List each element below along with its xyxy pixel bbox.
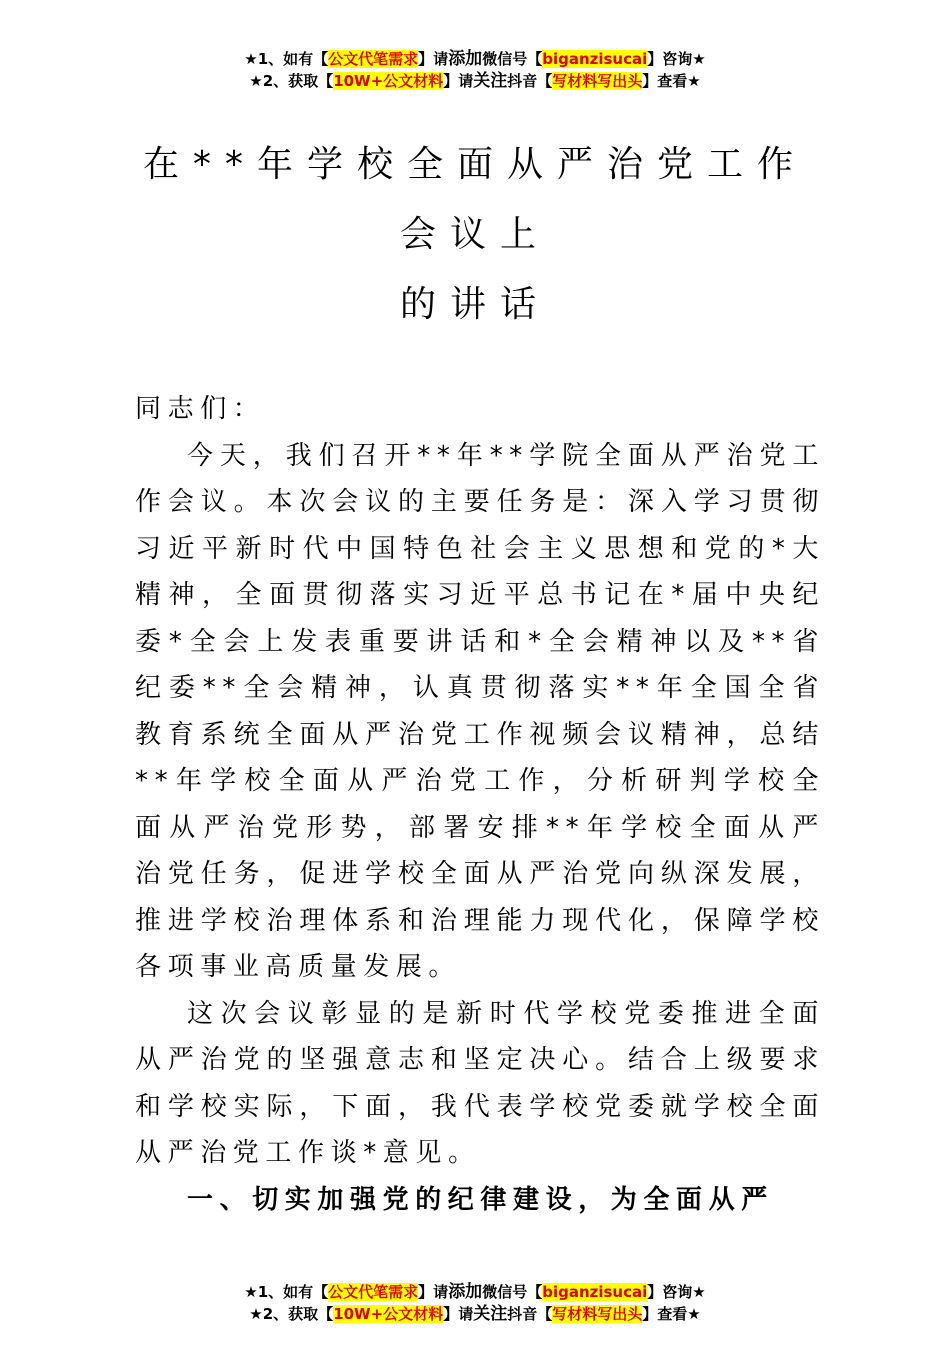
banner-text: 】查看★ — [642, 72, 701, 90]
banner-highlight: 10W+公文材料 — [333, 1305, 444, 1323]
banner-highlight: 公文代笔需求 — [328, 1283, 419, 1301]
salutation: 同志们： — [135, 394, 266, 424]
document-body — [135, 386, 825, 1223]
banner-emphasis: 添加 — [448, 49, 483, 69]
document-title-line-1: 在**年学校全面从严治党工作 — [142, 144, 807, 185]
banner-text: 】查看★ — [642, 1305, 701, 1323]
banner-highlight: biganzisucai — [542, 1283, 648, 1301]
banner-text: ★1、如有【 — [244, 50, 329, 68]
bottom-banner — [0, 1281, 950, 1325]
banner-highlight: 公文代笔需求 — [328, 50, 419, 68]
banner-text: ★2、获取【 — [249, 72, 334, 90]
paragraph-2: 这次会议彰显的是新时代学校党委推进全面从严治党的坚强意志和坚定决心。结合上级要求和学校实际，下面，我代表学校党委就学校全面从严治党工作谈*意见。 — [135, 998, 825, 1168]
banner-line-1 — [0, 1281, 950, 1303]
banner-highlight: 写材料写出头 — [552, 72, 643, 90]
banner-emphasis: 添加 — [448, 1282, 483, 1302]
banner-line-1 — [0, 48, 950, 70]
banner-text: ★2、获取【 — [249, 1305, 334, 1323]
banner-text: 】请 — [443, 72, 474, 90]
banner-line-2 — [0, 1303, 950, 1325]
banner-emphasis: 关注 — [473, 71, 508, 91]
banner-text: 】请 — [418, 50, 449, 68]
banner-text: 】请 — [443, 1305, 474, 1323]
top-banner — [0, 48, 950, 92]
banner-text: 抖音【 — [507, 1305, 553, 1323]
banner-text: 抖音【 — [507, 72, 553, 90]
paragraph-1: 今天，我们召开**年**学院全面从严治党工作会议。本次会议的主要任务是：深入学习贯彻习近平新时代中国特色社会主义思想和党的*大精神，全面贯彻落实习近平总书记在*届中央纪委*全会上发表重要讲话和*全会精神以及**省纪委**全会精神，认真贯彻落实**年全国全省教育系统全面从严治党工作视频会议精神，总结**年学校全面从严治党工作，分析研判学校全面从严治党形势，部署安排**年学校全面从严治党任务，促进学校全面从严治党向纵深发展，推进学校治理体系和治理能力现代化，保障学校各项事业高质量发展。 — [135, 440, 825, 982]
document-title-line-2: 会议上 — [399, 214, 550, 255]
banner-highlight: biganzisucai — [542, 50, 648, 68]
banner-highlight: 写材料写出头 — [552, 1305, 643, 1323]
banner-text: 微信号【 — [482, 1283, 543, 1301]
banner-text: 微信号【 — [482, 50, 543, 68]
section-heading-1: 一、切实加强党的纪律建设，为全面从严 — [187, 1184, 774, 1215]
banner-text: ★1、如有【 — [244, 1283, 329, 1301]
banner-text: 】咨询★ — [647, 1283, 706, 1301]
banner-line-2 — [0, 70, 950, 92]
banner-text: 】咨询★ — [647, 50, 706, 68]
banner-highlight: 10W+公文材料 — [333, 72, 444, 90]
document-title-line-3: 的讲话 — [399, 284, 550, 325]
banner-emphasis: 关注 — [473, 1304, 508, 1324]
banner-text: 】请 — [418, 1283, 449, 1301]
